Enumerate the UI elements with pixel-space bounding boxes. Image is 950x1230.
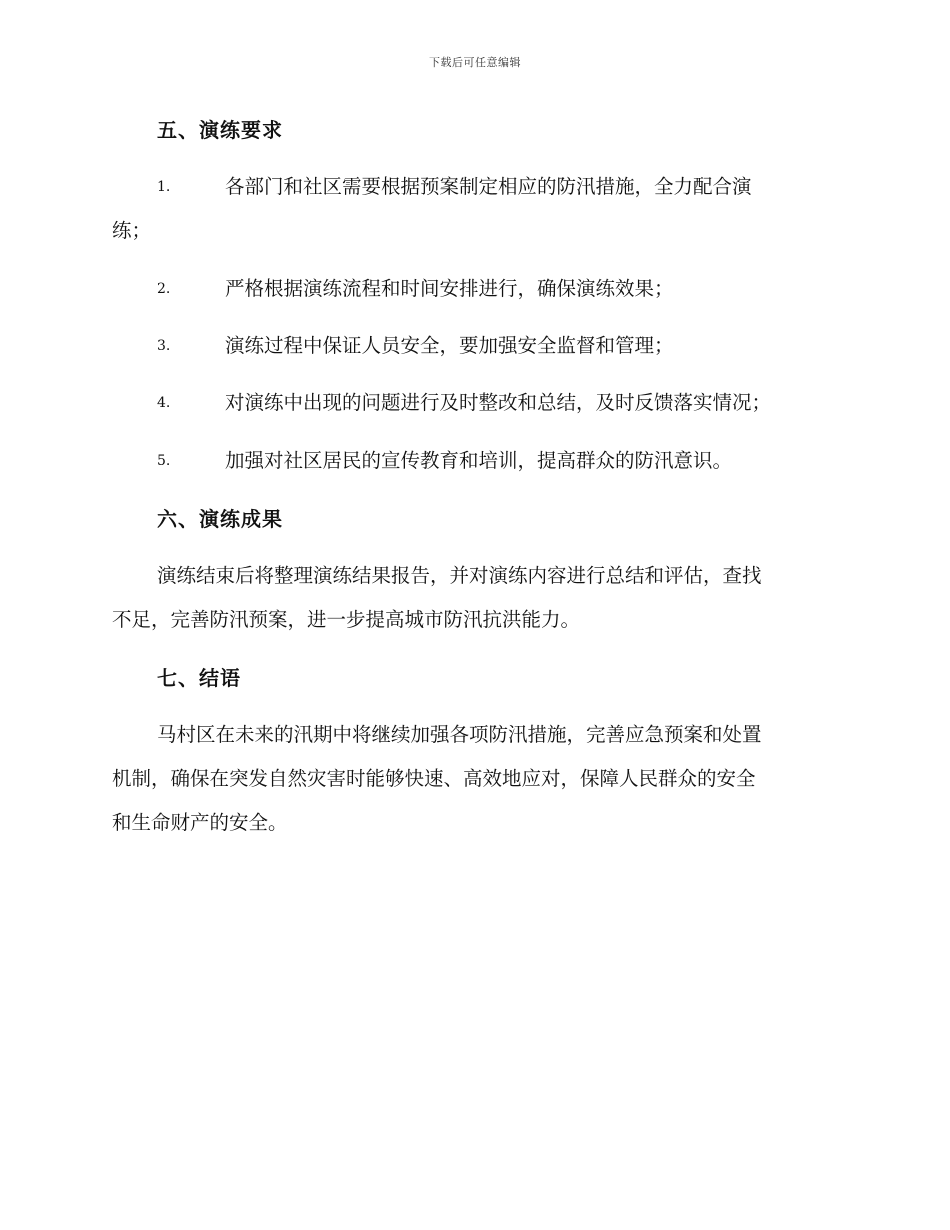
list-text: 各部门和社区需要根据预案制定相应的防汛措施，全力配合演 — [225, 175, 752, 198]
list-text-continuation: 练； — [112, 219, 152, 242]
paragraph-results — [112, 554, 832, 642]
paragraph-line: 不足，完善防汛预案，进一步提高城市防汛抗洪能力。 — [112, 608, 581, 631]
list-item — [157, 439, 837, 483]
list-text: 对演练中出现的问题进行及时整改和总结，及时反馈落实情况； — [225, 391, 772, 414]
list-item — [112, 165, 837, 242]
list-item — [157, 324, 837, 368]
section-heading-conclusion: 七、结语 — [157, 666, 241, 690]
page-header: 下载后可任意编辑 — [429, 56, 521, 69]
paragraph-line: 机制，确保在突发自然灾害时能够快速、高效地应对，保障人民群众的安全 — [112, 767, 756, 790]
list-item — [157, 381, 837, 425]
list-number: 2. — [157, 281, 171, 297]
list-number: 3. — [157, 338, 171, 354]
paragraph-line: 和生命财产的安全。 — [112, 811, 288, 834]
list-text: 演练过程中保证人员安全，要加强安全监督和管理； — [225, 334, 674, 357]
section-heading-requirements: 五、演练要求 — [157, 118, 283, 142]
list-text: 严格根据演练流程和时间安排进行，确保演练效果； — [225, 277, 674, 300]
list-number: 4. — [157, 395, 171, 411]
paragraph-conclusion — [112, 713, 832, 845]
list-number: 5. — [157, 453, 171, 469]
paragraph-line: 演练结束后将整理演练结果报告，并对演练内容进行总结和评估，查找 — [157, 564, 762, 587]
list-text: 加强对社区居民的宣传教育和培训，提高群众的防汛意识。 — [225, 449, 733, 472]
list-number: 1. — [157, 179, 171, 195]
list-item — [157, 267, 837, 311]
section-heading-results: 六、演练成果 — [157, 507, 283, 531]
paragraph-line: 马村区在未来的汛期中将继续加强各项防汛措施，完善应急预案和处置 — [157, 723, 762, 746]
